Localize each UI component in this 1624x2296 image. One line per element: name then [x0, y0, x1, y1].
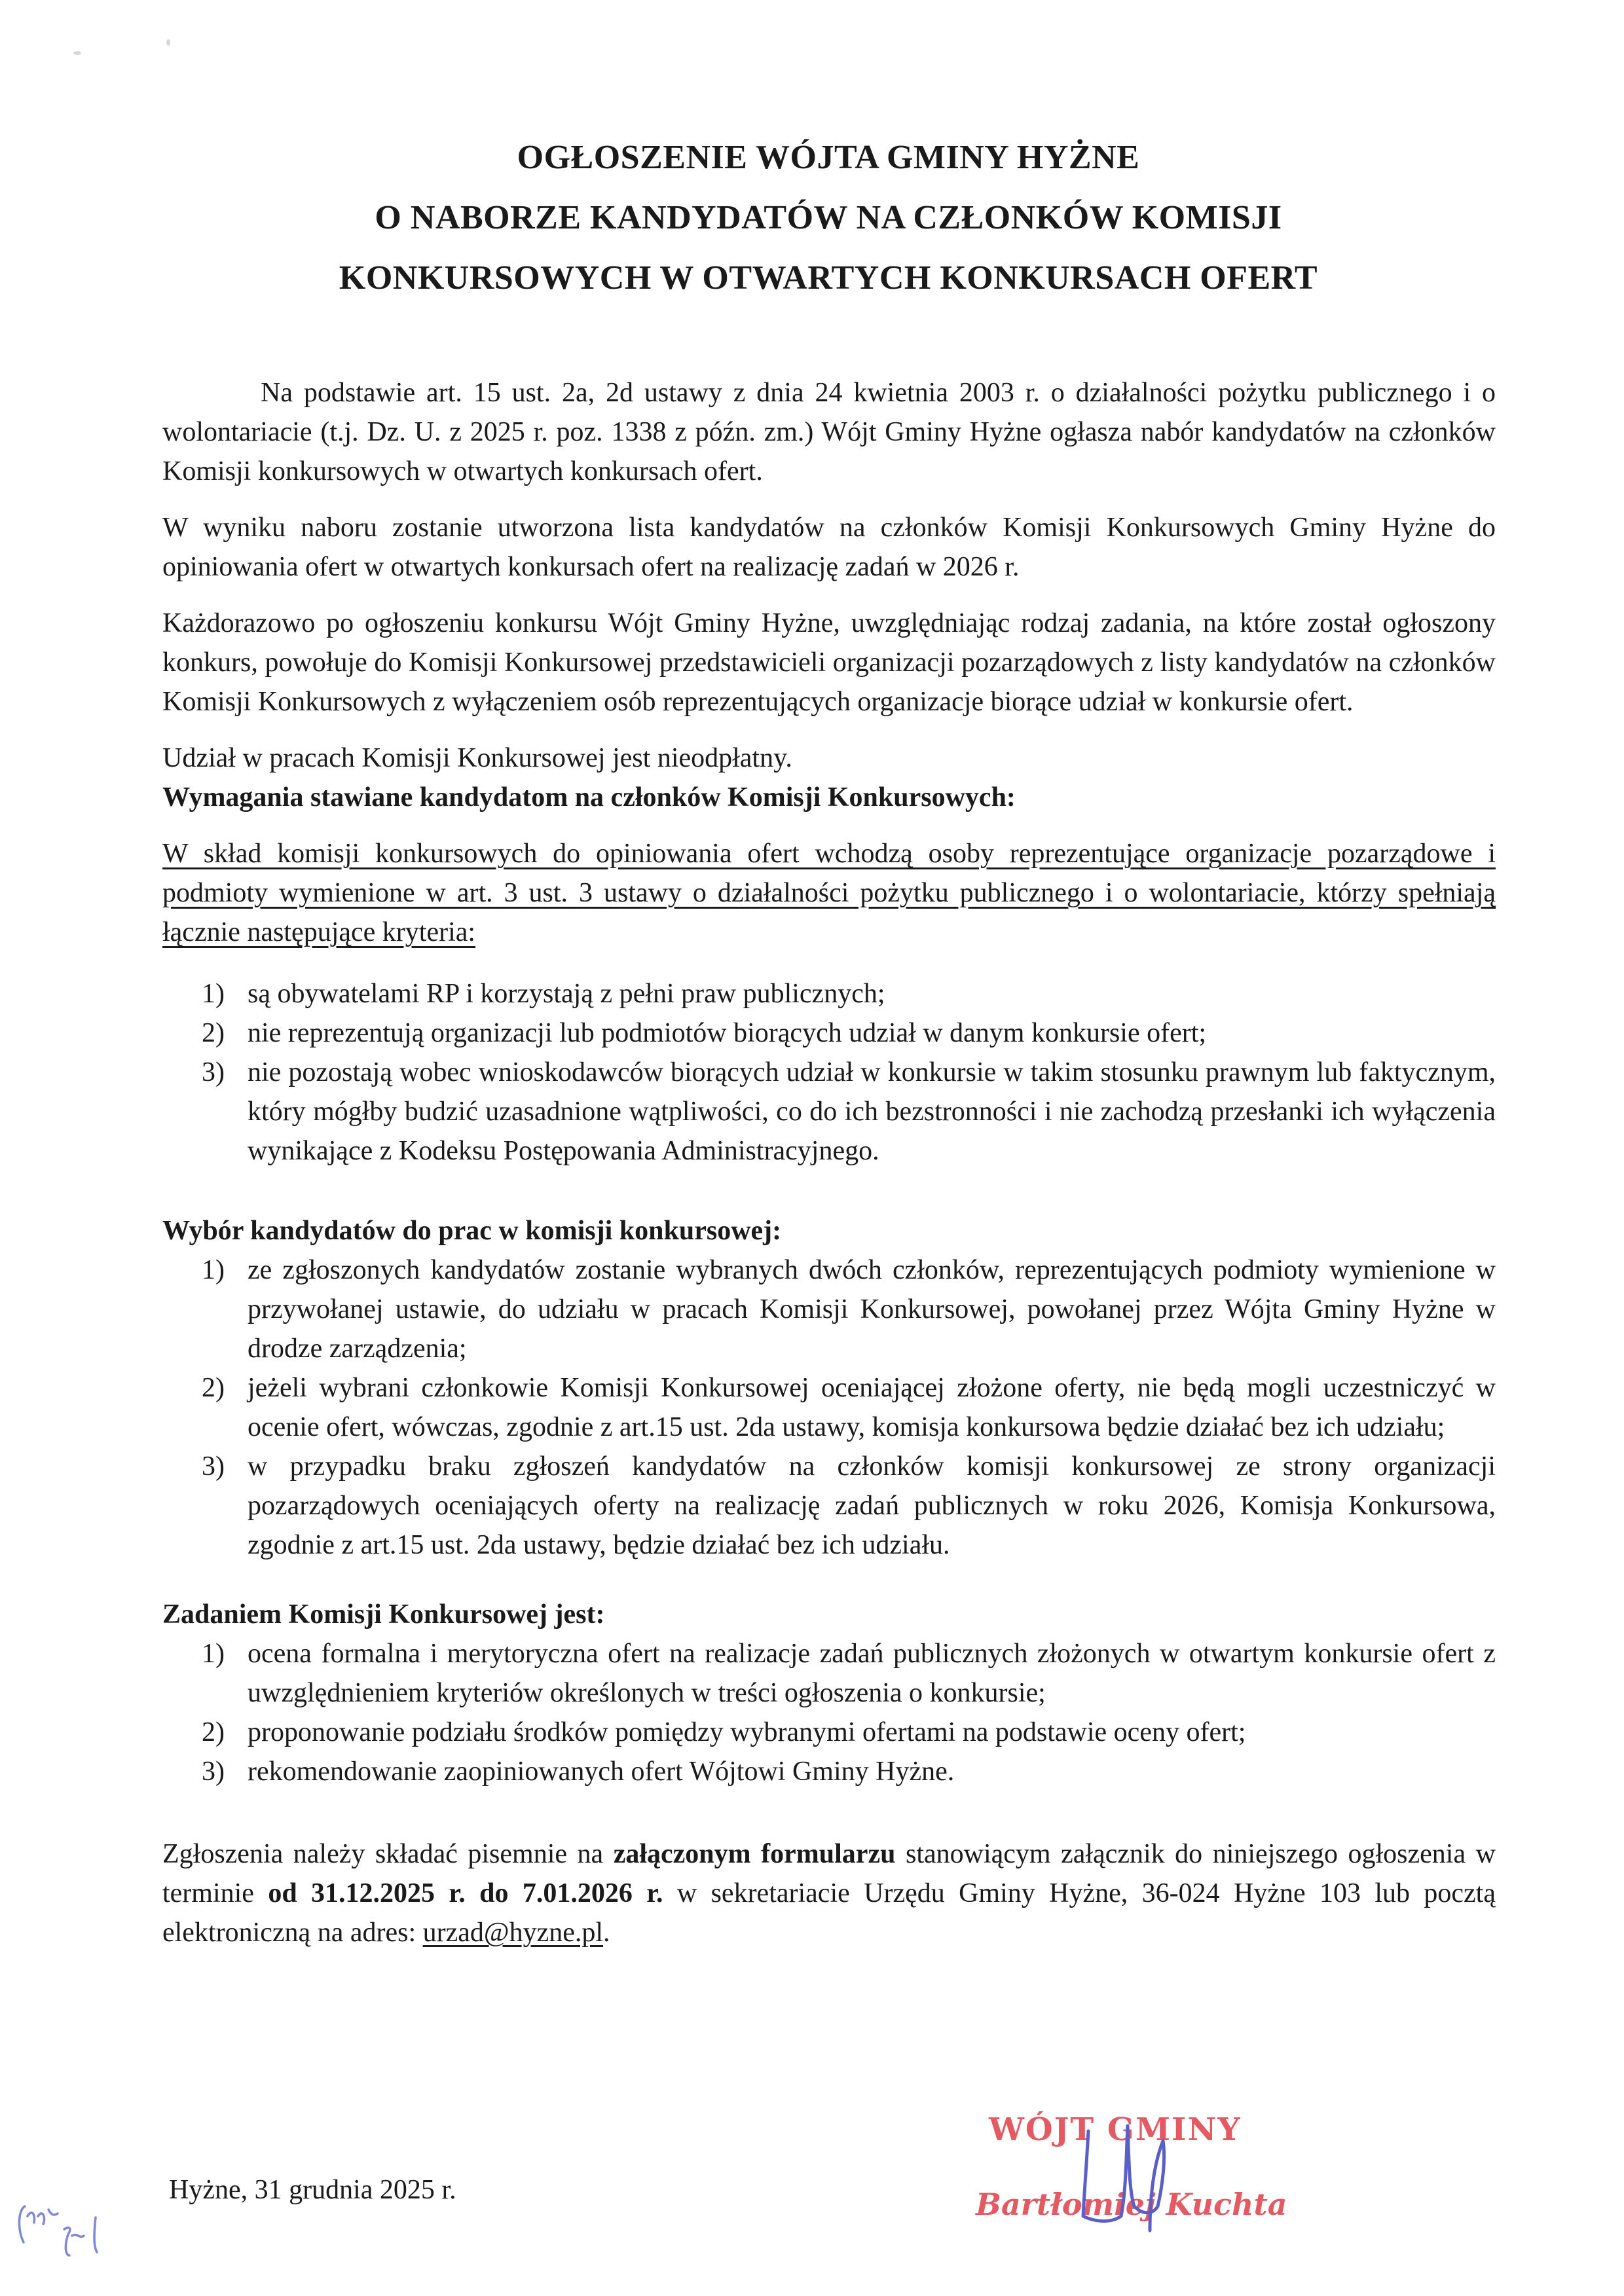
legal-basis-paragraph: Na podstawie art. 15 ust. 2a, 2d ustawy z dnia 24 kwietnia 2003 r. o działalności pożytku publicznego i o wolontariacie (t.j. Dz. U. z 2025 r. poz. 1338 z późn. zm.) Wójt Gminy Hyżne ogłasza nabór kandydatów na członków Komisji konkursowych w otwartych konkursach ofert. [162, 378, 1496, 486]
selection-list [162, 1250, 1496, 1565]
signature-icon [1080, 2118, 1172, 2232]
item-number: 2) [202, 1717, 225, 1747]
item-number: 3) [202, 1757, 225, 1787]
item-number: 2) [202, 1018, 225, 1048]
submission-text: stanowiącym załącznik do niniejszego ogłoszenia w terminie [162, 1839, 1496, 1908]
task-item [162, 1752, 1496, 1791]
item-number: 2) [202, 1373, 225, 1403]
item-text: jeżeli wybrani członkowie Komisji Konkursowej oceniającej złożone oferty, nie będą mogli uczestniczyć w ocenie ofert, wówczas, zgodnie z art.15 ust. 2da ustawy, komisja konkursowa będzie działać bez ich udziału; [248, 1373, 1496, 1442]
submission-paragraph [162, 1834, 1496, 1952]
submission-text: . [603, 1918, 610, 1948]
item-text: ze zgłoszonych kandydatów zostanie wybranych dwóch członków, reprezentujących podmioty wymienione w przywołanej ustawie, do udziału w pracach Komisji Konkursowej, powołanej przez Wójta Gminy Hyżne w drodze zarządzenia; [248, 1255, 1496, 1364]
item-number: 1) [202, 1255, 225, 1285]
stamp-title: WÓJT GMINY [989, 2111, 1242, 2148]
tasks-list [162, 1634, 1496, 1791]
signature-stroke [1083, 2126, 1164, 2231]
place-date: Hyżne, 31 grudnia 2025 r. [169, 2175, 456, 2205]
requirement-item [162, 1053, 1496, 1171]
task-item [162, 1634, 1496, 1713]
item-text: nie pozostają wobec wnioskodawców biorących udział w konkursie w takim stosunku prawnym lub faktycznym, który mógłby budzić uzasadnione wątpliwości, co do ich bezstronności i nie zachodzą przesłanki ich wyłączenia wynikające z Kodeksu Postępowania Administracyjnego. [248, 1057, 1496, 1166]
requirement-item [162, 974, 1496, 1013]
item-text: w przypadku braku zgłoszeń kandydatów na członków komisji konkursowej ze strony organizacji pozarządowych oceniających oferty na realizację zadań publicznych w roku 2026, Komisja Konkursowa, zgodnie z art.15 ust. 2da ustawy, będzie działać bez ich udziału. [248, 1451, 1496, 1560]
document-title [157, 128, 1500, 308]
email-link[interactable]: urzad@hyzne.pl [422, 1918, 604, 1948]
form-reference: załączonym formularzu [613, 1839, 896, 1869]
unpaid-paragraph: Udział w pracach Komisji Konkursowej jest nieodpłatny. [162, 743, 792, 773]
requirements-list [162, 974, 1496, 1171]
requirements-heading: Wymagania stawiane kandydatom na członków Komisji Konkursowych: [162, 782, 1016, 812]
appointment-paragraph: Każdorazowo po ogłoszeniu konkursu Wójt Gminy Hyżne, uwzględniając rodzaj zadania, na które został ogłoszony konkurs, powołuje do Komisji Konkursowej przedstawicieli organizacji pozarządowych z listy kandydatów na członków Komisji Konkursowych z wyłączeniem osób reprezentujących organizacje biorące udział w konkursie ofert. [162, 608, 1496, 717]
initials-icon [12, 2190, 103, 2262]
item-text: rekomendowanie zaopiniowanych ofert Wójtowi Gminy Hyżne. [248, 1757, 955, 1787]
list-creation-paragraph: W wyniku naboru zostanie utworzona lista kandydatów na członków Komisji Konkursowych Gminy Hyżne do opiniowania ofert w otwartych konkursach ofert na realizację zadań w 2026 r. [162, 513, 1496, 582]
item-text: są obywatelami RP i korzystają z pełni praw publicznych; [248, 979, 885, 1009]
document-body [162, 373, 1496, 1952]
selection-item [162, 1447, 1496, 1565]
official-stamp [976, 2111, 1342, 2242]
title-line: KONKURSOWYCH W OTWARTYCH KONKURSACH OFERT [339, 259, 1318, 297]
initials-stroke [19, 2206, 97, 2255]
item-text: nie reprezentują organizacji lub podmiotów biorących udział w danym konkursie ofert; [248, 1018, 1207, 1048]
task-item [162, 1713, 1496, 1752]
scan-speck [166, 39, 170, 46]
selection-item [162, 1250, 1496, 1368]
item-text: proponowanie podziału środków pomiędzy wybranymi ofertami na podstawie oceny ofert; [248, 1717, 1246, 1747]
selection-heading: Wybór kandydatów do prac w komisji konkursowej: [162, 1216, 782, 1246]
submission-text: Zgłoszenia należy składać pisemnie na [162, 1839, 614, 1869]
selection-item [162, 1368, 1496, 1447]
title-line: OGŁOSZENIE WÓJTA GMINY HYŻNE [517, 139, 1140, 176]
requirements-intro: W skład komisji konkursowych do opiniowania ofert wchodzą osoby reprezentujące organizacje pozarządowe i podmioty wymienione w art. 3 ust. 3 ustawy o działalności pożytku publicznego i o wolontariacie, którzy spełniają łącznie następujące kryteria: [162, 839, 1496, 947]
item-number: 3) [202, 1451, 225, 1482]
requirement-item [162, 1013, 1496, 1053]
submission-text: w sekretariacie Urzędu Gminy Hyżne, 36-024 Hyżne 103 lub pocztą elektroniczną na adres: [162, 1878, 1496, 1948]
title-line: O NABORZE KANDYDATÓW NA CZŁONKÓW KOMISJI [375, 199, 1282, 236]
item-number: 1) [202, 979, 225, 1009]
scan-speck [73, 51, 81, 55]
item-number: 1) [202, 1639, 225, 1669]
stamp-name: Bartłomiej Kuchta [976, 2187, 1287, 2222]
tasks-heading: Zadaniem Komisji Konkursowej jest: [162, 1599, 605, 1630]
submission-deadline: od 31.12.2025 r. do 7.01.2026 r. [268, 1878, 663, 1908]
item-number: 3) [202, 1057, 225, 1087]
item-text: ocena formalna i merytoryczna ofert na realizacje zadań publicznych złożonych w otwartym konkursie ofert z uwzględnieniem kryteriów określonych w treści ogłoszenia o konkursie; [248, 1639, 1496, 1708]
